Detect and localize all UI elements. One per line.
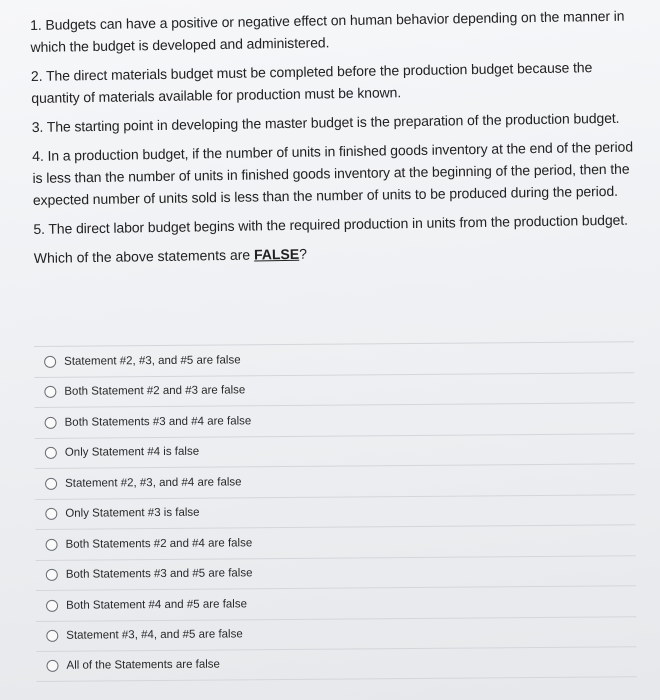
question-prompt: Which of the above statements are FALSE? <box>33 245 308 266</box>
option-label: Both Statement #2 and #3 are false <box>64 384 246 399</box>
radio-button-icon[interactable] <box>46 569 58 581</box>
answer-option[interactable] <box>35 463 635 498</box>
answer-option[interactable] <box>35 494 635 529</box>
statement-1: 1. Budgets can have a positive or negative effect on human behavior depending on the manner in which the budget is developed and administered. <box>30 7 625 55</box>
false-emphasis: FALSE <box>253 245 300 263</box>
option-label: Both Statements #2 and #4 are false <box>65 537 253 551</box>
answer-option[interactable] <box>35 433 635 468</box>
answer-option[interactable] <box>35 524 635 559</box>
answer-options <box>34 341 637 681</box>
radio-button-icon[interactable] <box>46 630 58 642</box>
radio-button-icon[interactable] <box>45 478 57 490</box>
option-label: Only Statement #4 is false <box>64 445 200 460</box>
answer-option[interactable] <box>34 341 634 376</box>
answer-option[interactable] <box>36 616 636 651</box>
option-label: Statement #2, #3, and #5 are false <box>64 354 241 368</box>
answer-option[interactable] <box>34 372 634 407</box>
question-block <box>30 5 638 269</box>
statement-2: 2. The direct materials budget must be completed before the production budget because the quantity of materials available for production must be known. <box>30 59 593 106</box>
answer-option[interactable] <box>36 646 636 681</box>
answer-option[interactable] <box>36 555 636 590</box>
option-label: Statement #2, #3, and #4 are false <box>65 476 242 490</box>
radio-button-icon[interactable] <box>44 386 56 398</box>
option-label: Both Statements #3 and #5 are false <box>65 567 253 582</box>
radio-button-icon[interactable] <box>46 660 58 672</box>
radio-button-icon[interactable] <box>45 508 57 520</box>
statement-5: 5. The direct labor budget begins with the required production in units from the production budget. <box>33 211 628 237</box>
option-label: Both Statement #4 and #5 are false <box>65 598 248 612</box>
option-label: Statement #3, #4, and #5 are false <box>66 628 243 643</box>
option-label: All of the Statements are false <box>66 658 220 673</box>
radio-button-icon[interactable] <box>45 447 57 459</box>
statement-4: 4. In a production budget, if the number of units in finished goods inventory at the end of the period is less than the number of units in finished goods inventory at the beginning of the period, then the expected number of units sold is less than the number of units to be produced during the period. <box>32 138 634 208</box>
answer-option[interactable] <box>36 585 636 620</box>
radio-button-icon[interactable] <box>45 417 57 429</box>
answer-option[interactable] <box>34 402 634 437</box>
option-label: Both Statements #3 and #4 are false <box>64 415 252 429</box>
radio-button-icon[interactable] <box>44 356 56 368</box>
radio-button-icon[interactable] <box>46 539 58 551</box>
radio-button-icon[interactable] <box>46 600 58 612</box>
option-label: Only Statement #3 is false <box>65 506 200 521</box>
statement-3: 3. The starting point in developing the master budget is the preparation of the production budget. <box>31 109 620 135</box>
